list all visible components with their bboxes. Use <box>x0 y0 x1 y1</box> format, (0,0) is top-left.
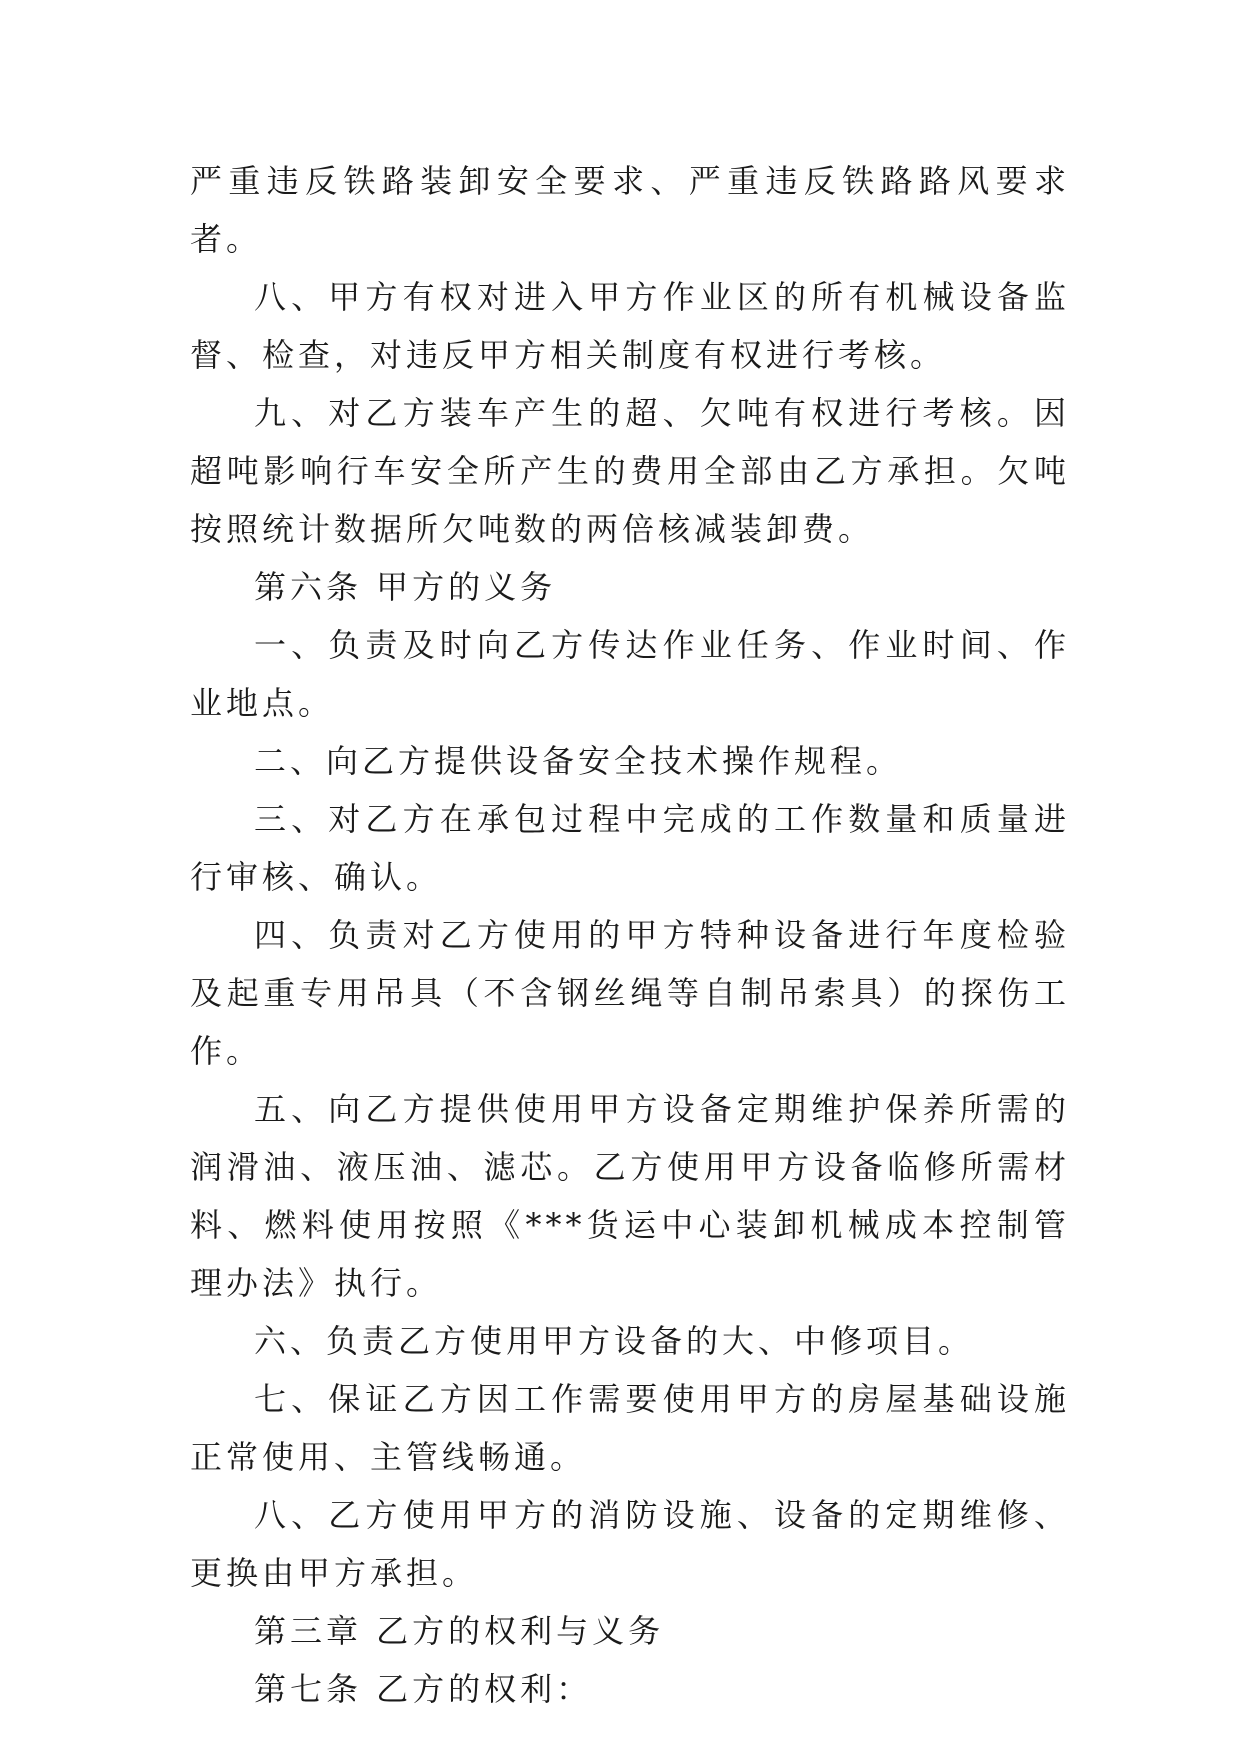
document-body <box>190 152 1070 1718</box>
paragraph-duty-2: 二、向乙方提供设备安全技术操作规程。 <box>254 742 903 780</box>
article-6-heading: 第六条 甲方的义务 <box>254 568 557 606</box>
paragraph-duty-7: 七、保证乙方因工作需要使用甲方的房屋基础设施正常使用、主管线畅通。 <box>190 1380 1070 1476</box>
chapter-3-heading: 第三章 乙方的权利与义务 <box>254 1612 665 1650</box>
paragraph-clause-8-rights: 八、甲方有权对进入甲方作业区的所有机械设备监督、检查，对违反甲方相关制度有权进行考核。 <box>190 278 1070 374</box>
paragraph-duty-3: 三、对乙方在承包过程中完成的工作数量和质量进行审核、确认。 <box>190 800 1070 896</box>
paragraph-duty-6: 六、负责乙方使用甲方设备的大、中修项目。 <box>254 1322 975 1360</box>
paragraph-duty-1: 一、负责及时向乙方传达作业任务、作业时间、作业地点。 <box>190 626 1070 722</box>
paragraph-duty-5: 五、向乙方提供使用甲方设备定期维护保养所需的润滑油、液压油、滤芯。乙方使用甲方设备临修所需材料、燃料使用按照《***货运中心装卸机械成本控制管理办法》执行。 <box>190 1090 1070 1302</box>
paragraph-continuation: 严重违反铁路装卸安全要求、严重违反铁路路风要求者。 <box>190 162 1070 258</box>
paragraph-clause-9-rights: 九、对乙方装车产生的超、欠吨有权进行考核。因超吨影响行车安全所产生的费用全部由乙方承担。欠吨按照统计数据所欠吨数的两倍核减装卸费。 <box>190 394 1070 548</box>
paragraph-duty-4: 四、负责对乙方使用的甲方特种设备进行年度检验及起重专用吊具（不含钢丝绳等自制吊索具）的探伤工作。 <box>190 916 1070 1070</box>
article-7-heading: 第七条 乙方的权利： <box>254 1670 593 1708</box>
paragraph-duty-8: 八、乙方使用甲方的消防设施、设备的定期维修、更换由甲方承担。 <box>190 1496 1070 1592</box>
